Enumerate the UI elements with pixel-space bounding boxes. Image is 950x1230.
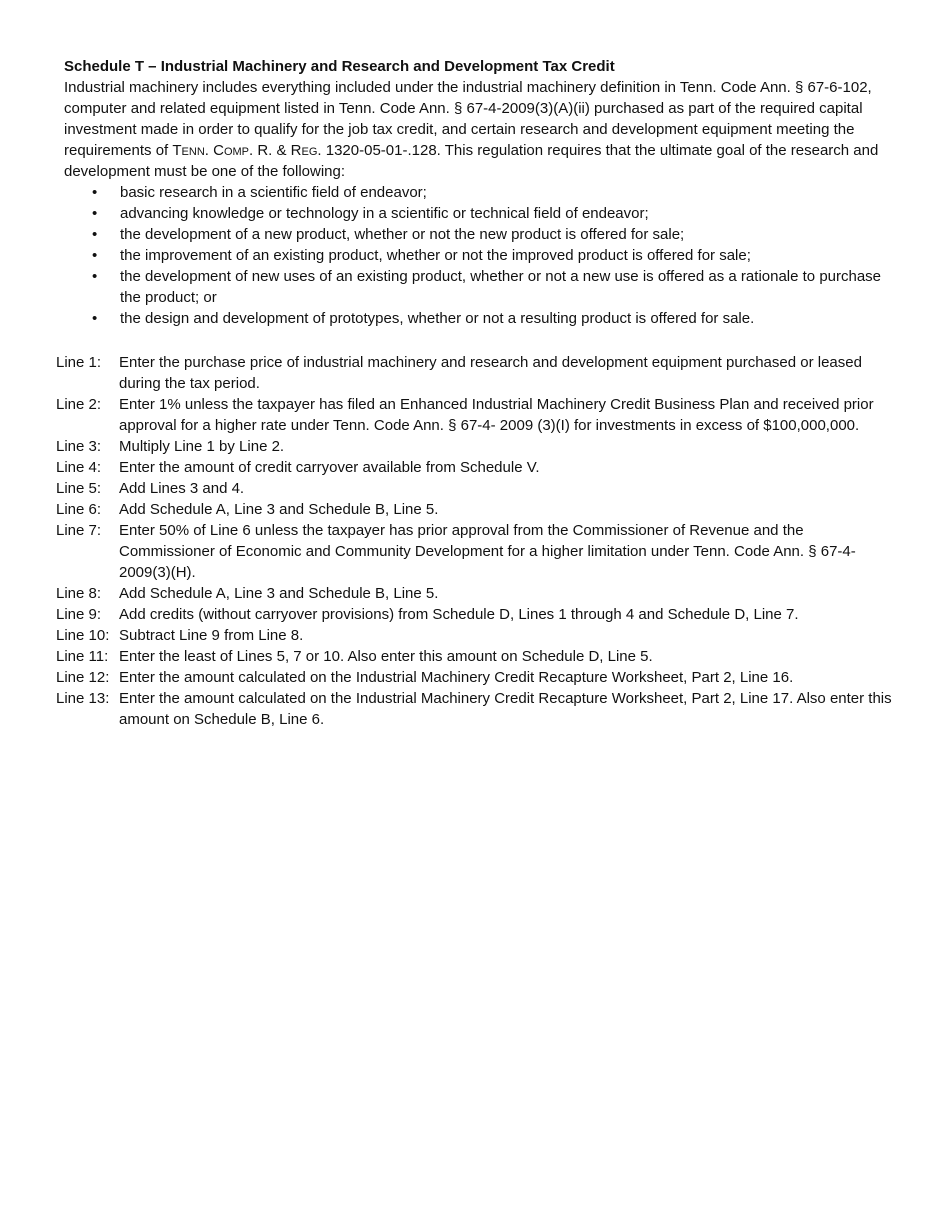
line-instruction-3 (56, 436, 896, 457)
bullet-item (64, 308, 894, 329)
line-instruction-11 (56, 646, 896, 667)
bullet-icon: • (92, 268, 98, 285)
line-label: Line 6: (56, 501, 102, 518)
intro-text-part-1: Industrial machinery includes everything included under the industrial machinery definition in Tenn. Code Ann. § 67-6-102, computer and related equipment listed in Tenn. Code Ann. § 67-4-2009(3)(A)(ii) purchased as part of the required capital investment made in order to qualify for the job tax credit, and certain research and development equipment meeting the requirements of (64, 79, 872, 159)
intro-text-part-2: 1320-05-01-.128. This regulation requires that the ultimate goal of the research and development must be one of the following: (64, 142, 879, 180)
line-label: Line 13: (56, 690, 110, 707)
line-text: Enter the amount calculated on the Industrial Machinery Credit Recapture Worksheet, Part 2, Line 16. (119, 669, 794, 686)
bullet-icon: • (92, 310, 98, 327)
bullet-text: the development of a new product, whether or not the new product is offered for sale; (120, 226, 685, 243)
bullet-text: advancing knowledge or technology in a scientific or technical field of endeavor; (120, 205, 649, 222)
bullet-icon: • (92, 226, 98, 243)
bullet-icon: • (92, 205, 98, 222)
line-label: Line 8: (56, 585, 102, 602)
line-instruction-1 (56, 352, 896, 394)
goal-bullet-list (64, 182, 894, 329)
line-text: Add Lines 3 and 4. (119, 480, 245, 497)
line-label: Line 1: (56, 354, 102, 371)
line-label: Line 2: (56, 396, 102, 413)
line-instruction-6 (56, 499, 896, 520)
line-instruction-9 (56, 604, 896, 625)
line-label: Line 9: (56, 606, 102, 623)
bullet-item (64, 245, 894, 266)
line-text: Enter 1% unless the taxpayer has filed an Enhanced Industrial Machinery Credit Business Plan and received prior approval for a higher rate under Tenn. Code Ann. § 67-4- 2009 (3)(I) for investments in excess of $100,000,000. (119, 396, 874, 434)
line-text: Enter the least of Lines 5, 7 or 10. Also enter this amount on Schedule D, Line 5. (119, 648, 653, 665)
regulation-citation: Tenn. Comp. R. & Reg. (172, 142, 322, 159)
line-text: Add Schedule A, Line 3 and Schedule B, Line 5. (119, 585, 439, 602)
line-instruction-4 (56, 457, 896, 478)
line-instruction-10 (56, 625, 896, 646)
line-label: Line 7: (56, 522, 102, 539)
line-instruction-13 (56, 688, 896, 730)
line-text: Multiply Line 1 by Line 2. (119, 438, 285, 455)
line-instructions (56, 352, 896, 730)
line-text: Add Schedule A, Line 3 and Schedule B, Line 5. (119, 501, 439, 518)
line-text: Enter the purchase price of industrial machinery and research and development equipment purchased or leased during the tax period. (119, 354, 862, 392)
bullet-item (64, 266, 894, 308)
bullet-icon: • (92, 247, 98, 264)
line-instruction-5 (56, 478, 896, 499)
line-label: Line 11: (56, 648, 109, 665)
schedule-title: Schedule T – Industrial Machinery and Research and Development Tax Credit (64, 58, 615, 75)
line-label: Line 4: (56, 459, 102, 476)
line-text: Enter the amount calculated on the Industrial Machinery Credit Recapture Worksheet, Part 2, Line 17. Also enter this amount on Schedule B, Line 6. (119, 690, 892, 728)
bullet-icon: • (92, 184, 98, 201)
line-instruction-2 (56, 394, 896, 436)
schedule-t-intro (64, 56, 894, 329)
bullet-item (64, 203, 894, 224)
line-instruction-7 (56, 520, 896, 583)
bullet-text: basic research in a scientific field of endeavor; (120, 184, 427, 201)
line-text: Add credits (without carryover provisions) from Schedule D, Lines 1 through 4 and Schedule D, Line 7. (119, 606, 799, 623)
intro-paragraph (64, 77, 894, 182)
bullet-item (64, 224, 894, 245)
line-label: Line 12: (56, 669, 110, 686)
line-text: Enter 50% of Line 6 unless the taxpayer has prior approval from the Commissioner of Revenue and the Commissioner of Economic and Community Development for a higher limitation under Tenn. Code Ann. § 67-4-2009(3)(H). (119, 522, 856, 581)
bullet-text: the improvement of an existing product, whether or not the improved product is offered for sale; (120, 247, 751, 264)
line-instruction-8 (56, 583, 896, 604)
line-label: Line 5: (56, 480, 102, 497)
line-text: Enter the amount of credit carryover available from Schedule V. (119, 459, 540, 476)
bullet-text: the development of new uses of an existing product, whether or not a new use is offered as a rationale to purchase the product; or (120, 268, 882, 306)
bullet-item (64, 182, 894, 203)
line-label: Line 3: (56, 438, 102, 455)
line-instruction-12 (56, 667, 896, 688)
line-text: Subtract Line 9 from Line 8. (119, 627, 304, 644)
line-label: Line 10: (56, 627, 110, 644)
bullet-text: the design and development of prototypes, whether or not a resulting product is offered for sale. (120, 310, 755, 327)
